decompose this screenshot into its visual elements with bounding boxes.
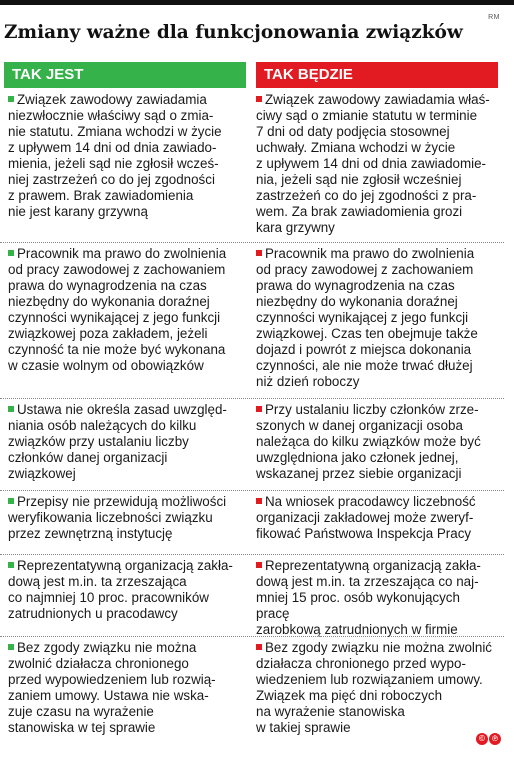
cell-line: w czasie wolnym od obowiązków <box>8 358 204 373</box>
cell-line: organizacji zakładowej może zweryf- <box>256 510 474 525</box>
cell-line: fikować Państwowa Inspekcja Pracy <box>256 526 472 541</box>
cell-line: niż dzień roboczy <box>256 374 360 389</box>
cell-line: dojazd i powrót z miejsca dokonania <box>256 342 472 357</box>
cell-tak-bedzie <box>256 494 492 542</box>
cell-line: przez zewnętrzną instytucję <box>8 526 173 541</box>
bullet-icon <box>256 498 262 504</box>
cell-tak-jest <box>8 92 244 220</box>
cell-line: z upływem 14 dni od dnia zawiadomie- <box>256 156 486 171</box>
cell-line: niezbędny do wykonania doraźnej <box>256 294 458 309</box>
cell-line: kara grzywny <box>256 220 335 235</box>
bullet-icon <box>256 406 262 412</box>
cell-line: Ustawa nie określa zasad uwzględ- <box>17 402 227 417</box>
cell-line: związkowej. Czas ten obejmuje także <box>256 326 478 341</box>
cell-tak-bedzie <box>256 92 492 236</box>
cell-line: uchwały. Zmiana wchodzi w życie <box>256 140 456 155</box>
cell-line: od pracy zawodowej z zachowaniem <box>256 262 474 277</box>
bullet-icon <box>8 96 14 102</box>
bullet-icon <box>8 498 14 504</box>
row-separator <box>0 554 504 555</box>
bullet-icon <box>256 562 262 568</box>
header-tak-jest: TAK JEST <box>4 62 246 88</box>
row-separator <box>0 398 504 399</box>
cell-line: nie statutu. Zmiana wchodzi w życie <box>8 124 222 139</box>
cell-line: wiedzeniem lub rozwiązaniem umowy. <box>256 672 483 687</box>
copyright-icon: © <box>476 733 488 745</box>
cell-line: związkowej poza zakładem, jeżeli <box>8 326 208 341</box>
bullet-icon <box>8 562 14 568</box>
cell-line: z prawem. Brak zawiadomienia <box>8 188 194 203</box>
cell-line: dową jest m.in. ta zrzeszająca co naj- <box>256 574 479 589</box>
cell-line: zarobkową zatrudnionych w firmie <box>256 622 458 637</box>
cell-line: Reprezentatywną organizacją zakła- <box>265 558 481 573</box>
row-separator <box>0 636 504 637</box>
cell-tak-bedzie <box>256 640 492 736</box>
cell-line: uwzględniona jako członek jednej, <box>256 450 459 465</box>
cell-line: z upływem 14 dni od dnia zawiado- <box>8 140 217 155</box>
cell-line: wem. Za brak zawiadomienia grozi <box>256 204 463 219</box>
row-separator <box>0 490 504 491</box>
cell-line: Na wniosek pracodawcy liczebność <box>265 494 476 509</box>
top-rule <box>0 0 514 5</box>
cell-line: nie jest karany grzywną <box>8 204 148 219</box>
cell-line: niezbędny do wykonania doraźnej <box>8 294 210 309</box>
bullet-icon <box>256 644 262 650</box>
cell-line: niania osób należących do kilku <box>8 418 197 433</box>
bullet-icon <box>256 250 262 256</box>
cell-tak-jest <box>8 640 244 736</box>
cell-line: czynność ta nie może być wykonana <box>8 342 226 357</box>
cell-line: Związek zawodowy zawiadamia właś- <box>265 92 490 107</box>
cell-line: co najmniej 10 proc. pracowników <box>8 590 209 605</box>
cell-line: niezwłocznie właściwy sąd o zmia- <box>8 108 214 123</box>
cell-tak-bedzie <box>256 402 492 482</box>
cell-line: Związek zawodowy zawiadamia <box>17 92 207 107</box>
bullet-icon <box>8 406 14 412</box>
cell-line: związkowej <box>8 466 76 481</box>
cell-line: weryfikowania liczebności związku <box>8 510 213 525</box>
cell-line: zuje czasu na wyrażenie <box>8 704 154 719</box>
cell-line: Przepisy nie przewidują możliwości <box>17 494 227 509</box>
phonogram-icon: ℗ <box>489 733 501 745</box>
cell-line: w takiej sprawie <box>256 720 351 735</box>
publisher-logo <box>476 733 502 746</box>
cell-line: dową jest m.in. ta zrzeszająca <box>8 574 187 589</box>
cell-line: czynności wynikającej z jego funkcji <box>256 310 469 325</box>
bullet-icon <box>256 96 262 102</box>
cell-line: wskazanej przez siebie organizacji <box>256 466 462 481</box>
credit: RM <box>488 14 500 21</box>
bullet-icon <box>8 250 14 256</box>
cell-tak-jest <box>8 558 244 622</box>
cell-line: działacza chronionego przed wypo- <box>256 656 466 671</box>
cell-line: stanowiska w tej sprawie <box>8 720 156 735</box>
cell-line: przed wypowiedzeniem lub rozwią- <box>8 672 216 687</box>
cell-line: zaniem umowy. Ustawa nie wska- <box>8 688 209 703</box>
header-tak-bedzie: TAK BĘDZIE <box>256 62 498 88</box>
cell-line: zastrzeżeń co do jej zgodności z pra- <box>256 188 477 203</box>
cell-line: należąca do kilku związków może być <box>256 434 481 449</box>
cell-line: Bez zgody związku nie można zwolnić <box>265 640 493 655</box>
cell-tak-bedzie <box>256 558 492 638</box>
cell-line: czynności, ale nie może trwać dłużej <box>256 358 473 373</box>
cell-line: mniej 15 proc. osób wykonujących pracę <box>256 590 460 621</box>
cell-line: na wyrażenie stanowiska <box>256 704 405 719</box>
cell-tak-jest <box>8 246 244 374</box>
cell-line: Związek ma pięć dni roboczych <box>256 688 443 703</box>
cell-line: Przy ustalaniu liczby członków zrze- <box>265 402 479 417</box>
cell-line: od pracy zawodowej z zachowaniem <box>8 262 226 277</box>
cell-tak-jest <box>8 402 244 482</box>
cell-line: ciwy sąd o zmianie statutu w terminie <box>256 108 478 123</box>
page-title: Zmiany ważne dla funkcjonowania związków <box>4 22 463 43</box>
cell-tak-jest <box>8 494 244 542</box>
cell-tak-bedzie <box>256 246 492 390</box>
cell-line: prawa do wynagrodzenia na czas <box>256 278 455 293</box>
cell-line: zatrudnionych u pracodawcy <box>8 606 178 621</box>
cell-line: prawa do wynagrodzenia na czas <box>8 278 207 293</box>
cell-line: Pracownik ma prawo do zwolnienia <box>17 246 227 261</box>
cell-line: nia, jeżeli sąd nie zgłosił wcześniej <box>256 172 462 187</box>
cell-line: szonych w danej organizacji osoba <box>256 418 463 433</box>
cell-line: Pracownik ma prawo do zwolnienia <box>265 246 475 261</box>
cell-line: zwolnić działacza chronionego <box>8 656 189 671</box>
cell-line: członków danej organizacji <box>8 450 168 465</box>
cell-line: 7 dni od daty podjęcia stosownej <box>256 124 450 139</box>
cell-line: Reprezentatywną organizacją zakła- <box>17 558 233 573</box>
cell-line: mienia, jeżeli sąd nie zgłosił wcześ- <box>8 156 219 171</box>
cell-line: Bez zgody związku nie można <box>17 640 197 655</box>
cell-line: związków przy ustalaniu liczby <box>8 434 189 449</box>
row-separator <box>0 242 504 243</box>
cell-line: niej zastrzeżeń co do jej zgodności <box>8 172 215 187</box>
cell-line: czynności wynikającej z jego funkcji <box>8 310 221 325</box>
bullet-icon <box>8 644 14 650</box>
